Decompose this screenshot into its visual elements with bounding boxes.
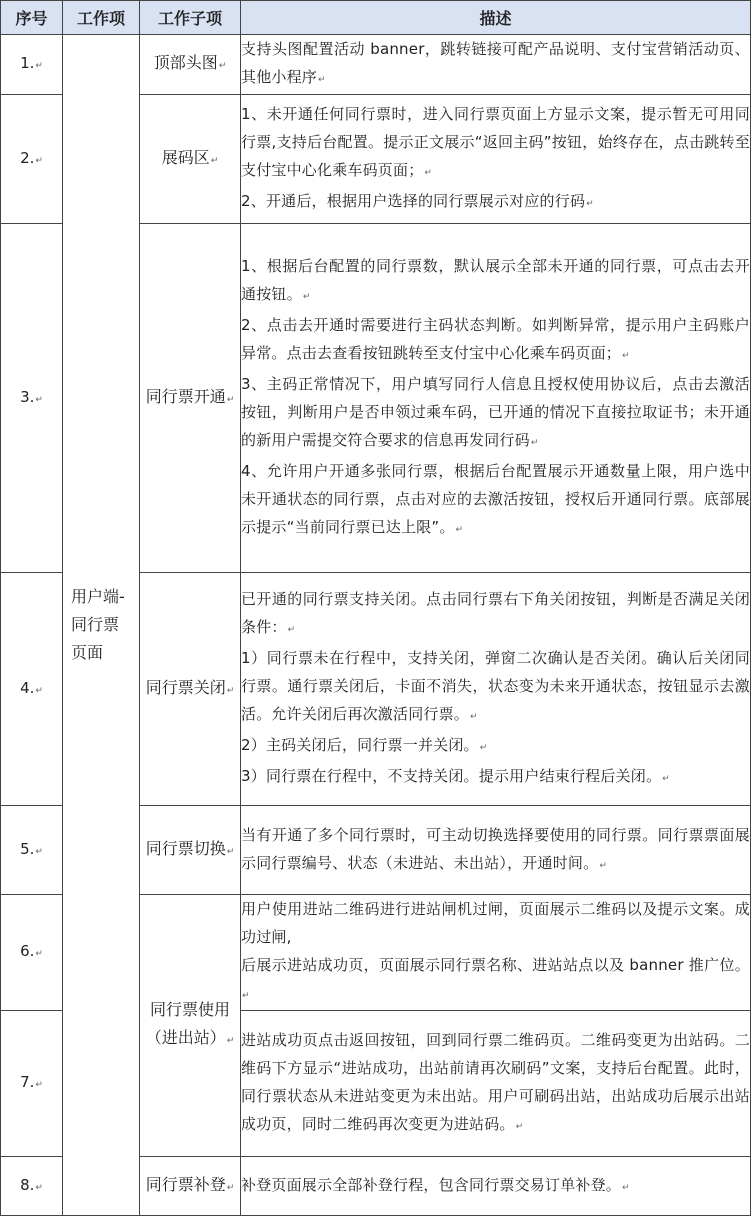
sub-item: 同行票关闭↵ — [140, 573, 241, 806]
description-line: 当有开通了多个同行票时，可主动切换选择要使用的同行票。同行票票面展示同行票编号、状态（未进站、未出站），开通时间。↵ — [241, 825, 750, 872]
description-line: 已开通的同行票支持关闭。点击同行票右下角关闭按钮，判断是否满足关闭条件：↵ — [241, 590, 750, 636]
description-line: 1、根据后台配置的同行票数，默认展示全部未开通的同行票，可点击去开通按钮。↵ — [241, 257, 750, 303]
row-number: 5.↵ — [1, 806, 63, 895]
description-line: 2）主码关闭后，同行票一并关闭。↵ — [241, 736, 488, 754]
description-line: 3、主码正常情况下，用户填写同行人信息且授权使用协议后，点击去激活按钮，判断用户是否申领过乘车码，已开通的情况下直接拉取证书；未开通的新用户需提交符合要求的信息再发同行码↵ — [241, 375, 750, 449]
description-line: 2、点击去开通时需要进行主码状态判断。如判断异常，提示用户主码账户异常。点击去查看按钮跳转至支付宝中心化乘车码页面；↵ — [241, 316, 750, 362]
row-number: 1.↵ — [1, 35, 63, 95]
table-row — [1, 35, 751, 95]
header-sub: 工作子项 — [140, 1, 241, 35]
row-number: 4.↵ — [1, 573, 63, 806]
header-row — [1, 1, 751, 35]
description — [241, 95, 751, 224]
header-desc: 描述 — [241, 1, 751, 35]
description — [241, 1157, 751, 1216]
description — [241, 895, 751, 1011]
description-line: 1、未开通任何同行票时，进入同行票页面上方显示文案，提示暂无可用同行票,支持后台配置。提示正文展示“返回主码”按钮，始终存在，点击跳转至支付宝中心化乘车码页面；↵ — [241, 105, 750, 179]
description-line: 1）同行票未在行程中，支持关闭，弹窗二次确认是否关闭。确认后关闭同行票。通行票关闭后，卡面不消失，状态变为未来开通状态，按钮显示去激活。允许关闭后再次激活同行票。↵ — [241, 649, 750, 723]
row-number: 2.↵ — [1, 95, 63, 224]
description-line: 4、允许用户开通多张同行票，根据后台配置展示开通数量上限，用户选中未开通状态的同行票，点击对应的去激活按钮，授权后开通同行票。底部展示提示“当前同行票已达上限”。↵ — [241, 462, 750, 536]
header-item: 工作项 — [63, 1, 140, 35]
description-line: 进站成功页点击返回按钮，回到同行票二维码页。二维码变更为出站码。二维码下方显示“进站成功，出站前请再次刷码”文案，支持后台配置。此时，同行票状态从未进站变更为未出站。用户可刷码出站，出站成功后展示出站成功页，同时二维码再次变更为进站码。↵ — [241, 1031, 750, 1133]
sub-item: 同行票补登↵ — [140, 1157, 241, 1216]
work-item-cell — [63, 35, 140, 1216]
description-line: 用户使用进站二维码进行进站闸机过闸，页面展示二维码以及提示文案。成功过闸, — [241, 900, 750, 946]
description — [241, 224, 751, 573]
row-number: 3.↵ — [1, 224, 63, 573]
row-number: 8.↵ — [1, 1157, 63, 1216]
description — [241, 35, 751, 95]
description-line: 支持头图配置活动 banner，跳转链接可配产品说明、支付宝营销活动页、其他小程序↵ — [241, 40, 750, 86]
work-item-label: 用户端-同行票页面 — [71, 587, 125, 662]
sub-item: 展码区↵ — [140, 95, 241, 224]
description-line: 3）同行票在行程中，不支持关闭。提示用户结束行程后关闭。↵ — [241, 767, 670, 785]
description-line: 补登页面展示全部补登行程，包含同行票交易订单补登。↵ — [241, 1175, 630, 1194]
row-number: 6.↵ — [1, 895, 63, 1011]
description — [241, 573, 751, 806]
header-num: 序号 — [1, 1, 63, 35]
sub-item: 同行票开通↵ — [140, 224, 241, 573]
row-number: 7.↵ — [1, 1011, 63, 1157]
sub-item: 同行票使用（进出站）↵ — [140, 895, 241, 1157]
description — [241, 1011, 751, 1157]
description-line: 2、开通后，根据用户选择的同行票展示对应的行码↵ — [241, 192, 594, 210]
description-line: 后展示进站成功页，页面展示同行票名称、进站站点以及 banner 推广位。↵ — [241, 956, 750, 1001]
description — [241, 806, 751, 895]
sub-item: 顶部头图↵ — [140, 35, 241, 95]
sub-item: 同行票切换↵ — [140, 806, 241, 895]
